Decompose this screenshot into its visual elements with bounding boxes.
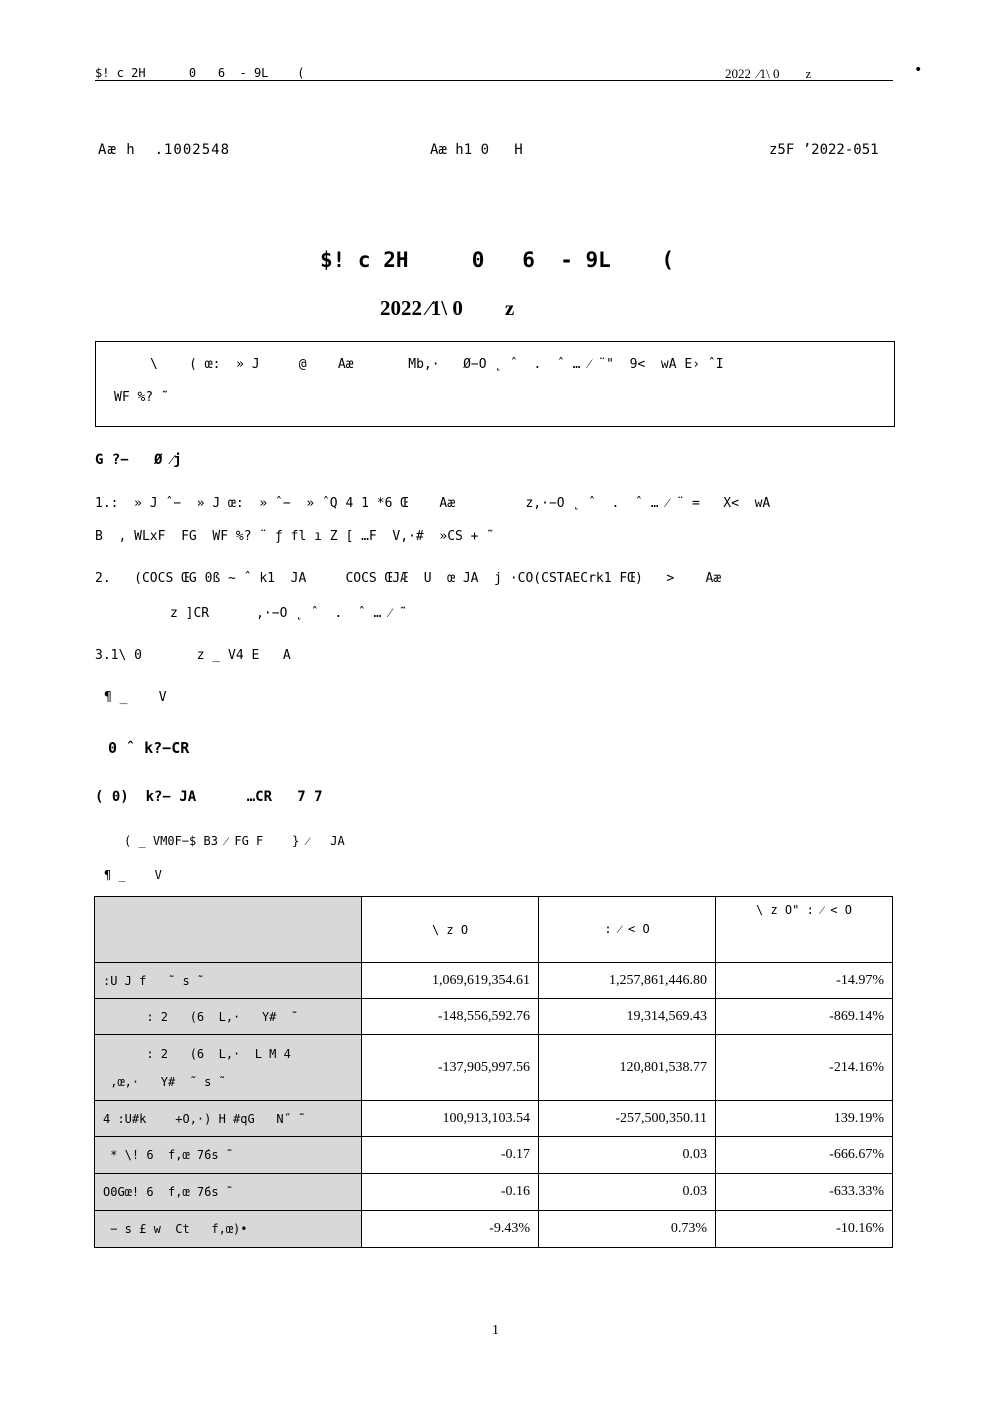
- row-label: :U J f ˜ s ˜: [95, 963, 362, 999]
- running-header-left: $! c 2H 0 6 - 9L (: [95, 66, 305, 80]
- prior-value: 120,801,538.77: [539, 1035, 716, 1101]
- financial-data-table: [94, 896, 893, 1248]
- change-percent: -214.16%: [716, 1035, 893, 1101]
- change-percent: -14.97%: [716, 963, 893, 999]
- current-value: 100,913,103.54: [362, 1101, 539, 1137]
- paragraph-3: 3.1\ 0 z _ V4 E A: [95, 648, 291, 663]
- paragraph-1-line-1: 1.: » J ˆ− » J œ: » ˆ− » ˆQ 4 1 *6 Œ Aæ z,·−O ˛ ˆ . ˆ … ⁄ ¨ = X< wA: [95, 496, 771, 511]
- section-heading-important: G ?− Ø ⁄j: [95, 452, 182, 468]
- change-percent: -633.33%: [716, 1174, 893, 1211]
- table-header-prior-period: : ⁄ < O: [539, 897, 716, 963]
- notice-line-1: \ ( œ: » J @ Aæ Mb,· Ø−O ˛ ˆ . ˆ … ⁄ ¨" 9< wA E› ˆI: [150, 357, 724, 372]
- change-percent: -869.14%: [716, 999, 893, 1035]
- table-row: [95, 1101, 893, 1137]
- table-row: [95, 1035, 893, 1101]
- paragraph-4: ¶ _ V: [104, 690, 167, 705]
- prior-value: 1,257,861,446.80: [539, 963, 716, 999]
- current-value: -137,905,997.56: [362, 1035, 539, 1101]
- row-label: O0Gœ! 6 f,œ 7́6s ˜: [95, 1174, 362, 1211]
- table-header-blank: [95, 897, 362, 963]
- document-subtitle: 2022 ⁄1\ 0 z: [380, 296, 515, 320]
- table-header-current-period: \ z O: [362, 897, 539, 963]
- row-label: * \! 6 f,œ 7́6s ˜: [95, 1137, 362, 1174]
- row-label: : 2 (6 L,· Y# ˜: [95, 999, 362, 1035]
- prior-value: 0.03: [539, 1137, 716, 1174]
- row-label: − s £ w Ct f,œ)•: [95, 1211, 362, 1248]
- paragraph-2-line-1: 2. (COCS ŒG 0ß ~ ˆ k1 JA COCS ŒJÆ U œ JA j ·CO(CSTAECrk1 FŒ) > Aæ: [95, 571, 722, 586]
- paragraph-2-line-2: z ]CR ,·−O ˛ ˆ . ˆ … ⁄ ˜: [170, 606, 407, 621]
- prior-value: 0.03: [539, 1174, 716, 1211]
- notice-line-2: WF %? ˜: [114, 390, 169, 405]
- table-row: [95, 1174, 893, 1211]
- row-label: 4 :U#k +O,·) H #qG N˝ ˜: [95, 1101, 362, 1137]
- row-label: : 2 (6 L,· L M 4 ,œ,· Y# ˜ s ˜: [95, 1035, 362, 1101]
- stock-code: Aæ h .1002548: [98, 142, 231, 158]
- header-bullet: •: [914, 62, 923, 78]
- current-value: -0.17: [362, 1137, 539, 1174]
- document-title: $! c 2H 0 6 - 9L (: [320, 248, 675, 272]
- current-value: 1,069,619,354.61: [362, 963, 539, 999]
- table-unit-line: ¶ _ V: [104, 868, 162, 882]
- table-row: [95, 999, 893, 1035]
- prior-value: 0.73%: [539, 1211, 716, 1248]
- paragraph-1-line-2: B , WLxF FG WF %? ¨ ƒ fl ı Z [ …F V,·# »CS + ˜: [95, 529, 495, 544]
- stock-short-name: Aæ h1 0 H: [430, 142, 523, 158]
- section-heading-financials: 0 ˆ k?−CR: [108, 739, 190, 757]
- notice-box: [95, 341, 895, 427]
- announcement-number: z5F ’2022-051: [769, 142, 879, 158]
- change-percent: -666.67%: [716, 1137, 893, 1174]
- change-percent: -10.16%: [716, 1211, 893, 1248]
- table-row: [95, 963, 893, 999]
- table-intro-line: ( _ VM0F−$ B3 ⁄ FG F } ⁄ JA: [124, 834, 345, 848]
- table-header-change: \ z O" : ⁄ < O: [716, 897, 893, 963]
- current-value: -9.43%: [362, 1211, 539, 1248]
- table-row: [95, 1211, 893, 1248]
- header-rule: [95, 80, 893, 81]
- running-header-right: 2022 ⁄1\ 0 z: [725, 66, 812, 81]
- page-number: 1: [492, 1323, 499, 1338]
- prior-value: 19,314,569.43: [539, 999, 716, 1035]
- change-percent: 139.19%: [716, 1101, 893, 1137]
- current-value: -0.16: [362, 1174, 539, 1211]
- table-row: [95, 1137, 893, 1174]
- table-header-row: [95, 897, 893, 963]
- subsection-heading: ( 0) k?− JA …CR 7 7: [95, 789, 323, 805]
- current-value: -148,556,592.76: [362, 999, 539, 1035]
- prior-value: -257,500,350.11: [539, 1101, 716, 1137]
